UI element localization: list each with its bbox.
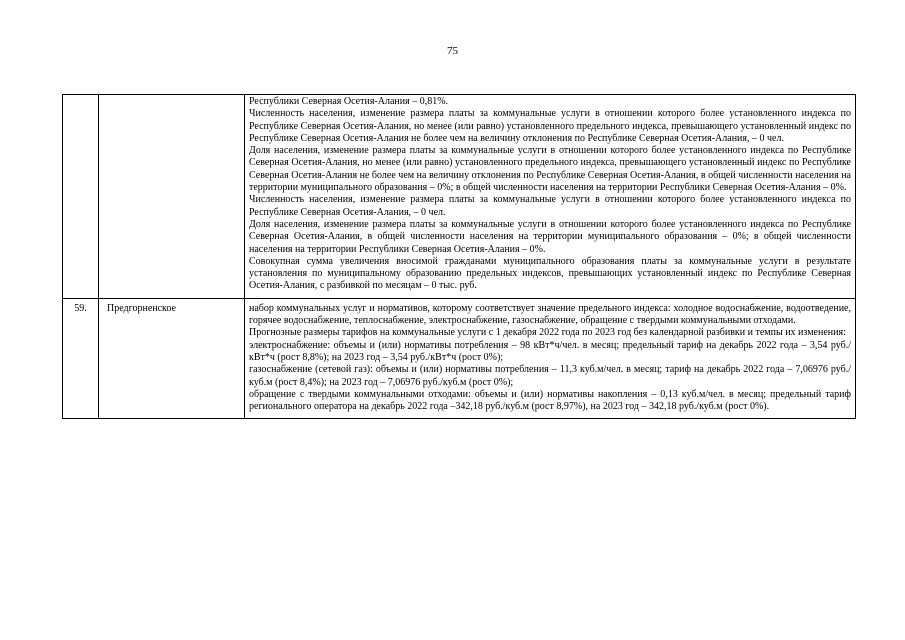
- paragraph: Доля населения, изменение размера платы за коммунальные услуги в отношении которого более установленного индекса по Республике Северная Осетия-Алания, в общей численности населения на территории муниципального образования – 0%; в общей численности населения на территории Республики Северная Осетия-Алания – 0%.: [249, 218, 851, 255]
- table-row: [63, 95, 856, 299]
- paragraph: Прогнозные размеры тарифов на коммунальные услуги с 1 декабря 2022 года по 2023 год без календарной разбивки и темпы их изменения:: [249, 327, 846, 339]
- municipality-name: Предгорненское: [107, 302, 176, 314]
- paragraph: Совокупная сумма увеличения вносимой гражданами муниципального образования платы за коммунальные услуги в результате установления по муниципальному образованию предельных индексов, превышающих установленный индекс по Республике Северная Осетия-Алания, с разбивкой по месяцам – 0 тыс. руб.: [249, 255, 851, 292]
- paragraph: Численность населения, изменение размера платы за коммунальные услуги в отношении которого более установленного индекса по Республике Северная Осетия-Алания, – 0 чел.: [249, 194, 851, 218]
- paragraph: набор коммунальных услуг и нормативов, которому соответствует значение предельного индекса: холодное водоснабжение, водоотведение, горячее водоснабжение, теплоснабжение, электроснабжение, газоснабжение, обращение с твердыми коммунальными отходами.: [249, 302, 851, 327]
- paragraph: газоснабжение (сетевой газ): объемы и (или) нормативы потребления – 11,3 куб.м/чел. в месяц; тариф на декабрь 2022 года – 7,06976 руб./куб.м (рост 8,4%); на 2023 год – 7,06976 руб./куб.м (рост 0%);: [249, 364, 851, 388]
- row-number-cell: [63, 95, 99, 299]
- paragraph: электроснабжение: объемы и (или) нормативы потребления – 98 кВт*ч/чел. в месяц; предельный тариф на декабрь 2022 года – 3,54 руб./кВт*ч (рост 8,8%); на 2023 год – 3,54 руб./кВт*ч (рост 0%);: [249, 339, 851, 363]
- table-row: [63, 298, 856, 419]
- municipality-cell: [99, 95, 245, 299]
- description-cell: [245, 298, 856, 419]
- paragraph: Доля населения, изменение размера платы за коммунальные услуги в отношении которого более установленного индекса по Республике Северная Осетия-Алания, но менее (или равно) установленного предельного индекса, превышающего установленный индекс по Республике Северная Осетия-Алания не более чем на величину отклонения по Республике Северная Осетия-Алания, в общей численности населения на территории муниципального образования – 0%; в общей численности населения на территории Республики Северная Осетия-Алания – 0%.: [249, 145, 851, 194]
- paragraph: обращение с твердыми коммунальными отходами: объемы и (или) нормативы накопления – 0,13 куб.м/чел. в месяц; предельный тариф регионального оператора на декабрь 2022 года –342,18 руб./куб.м (рост 8,97%), на 2023 год – 342,18 руб./куб.м (рост 0%).: [249, 388, 851, 413]
- description-cell: [245, 95, 856, 299]
- document-table: [62, 94, 856, 419]
- paragraph: Численность населения, изменение размера платы за коммунальные услуги в отношении которого более установленного индекса по Республике Северная Осетия-Алания, но менее (или равно) установленного предельного индекса, превышающего установленный индекс по Республике Северная Осетия-Алания не более чем на величину отклонения по Республике Северная Осетия-Алания, – 0 чел.: [249, 108, 851, 144]
- page-number: 75: [447, 45, 458, 57]
- paragraph: Республики Северная Осетия-Алания – 0,81%.: [249, 96, 449, 107]
- row-number: [63, 95, 98, 98]
- row-number-cell: [63, 298, 99, 419]
- municipality-name: [99, 95, 244, 98]
- municipality-cell: [99, 298, 245, 419]
- row-number: 59.: [74, 302, 87, 314]
